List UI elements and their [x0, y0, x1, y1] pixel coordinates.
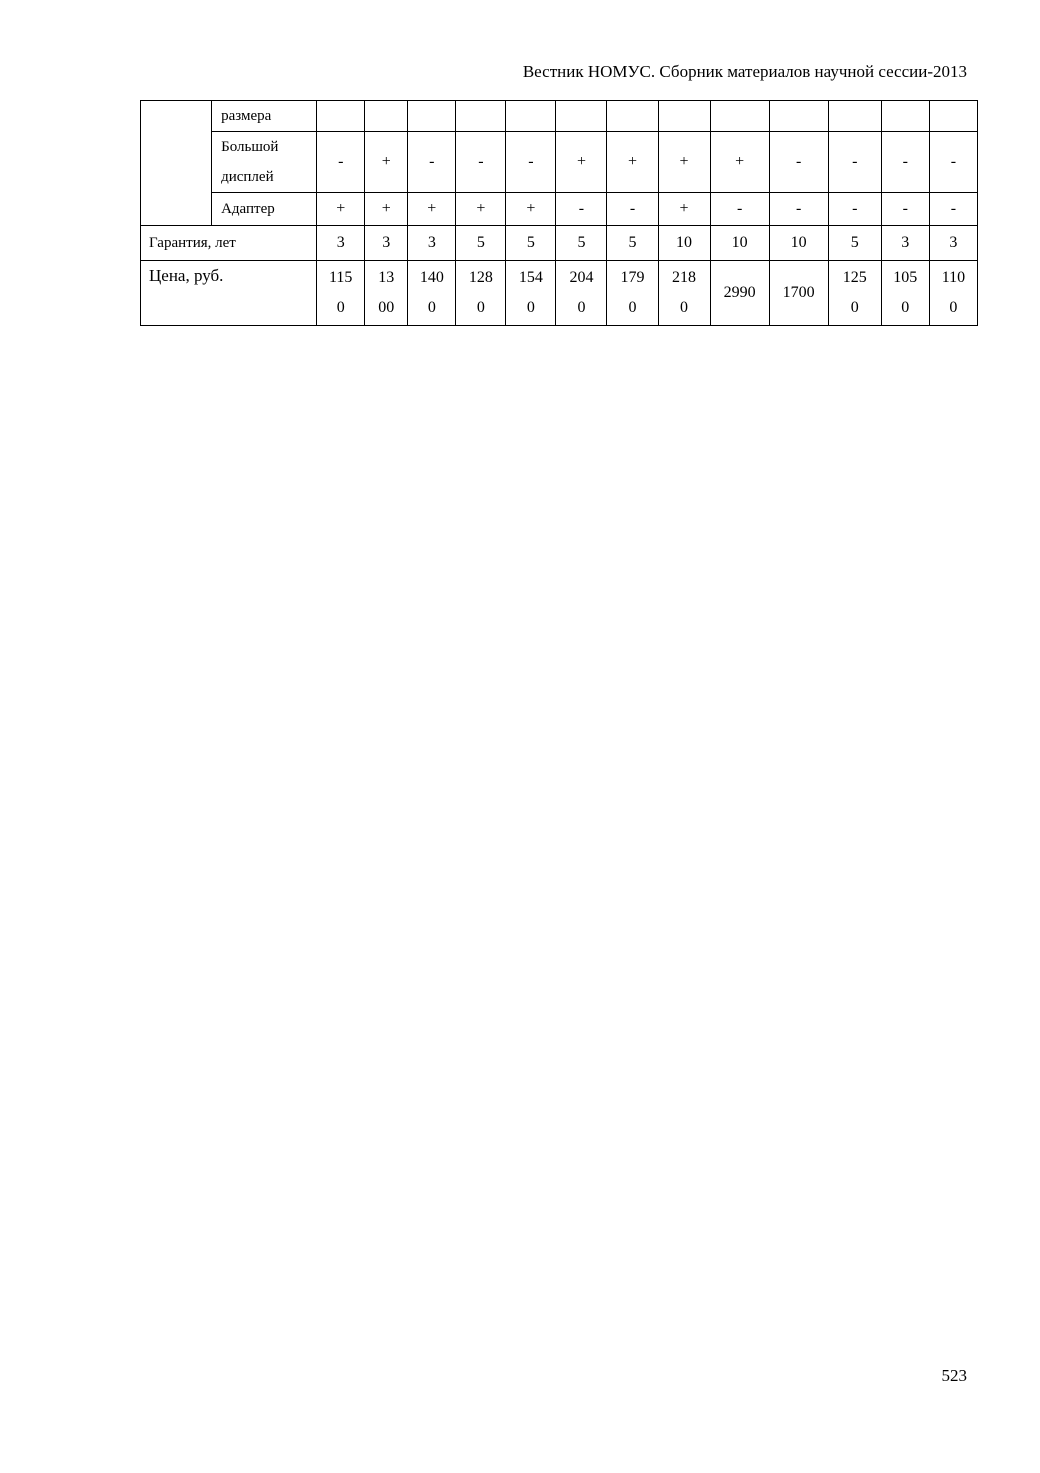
table-cell — [929, 261, 977, 326]
table-cell: + — [607, 132, 658, 193]
table-cell — [317, 261, 365, 326]
table-cell — [658, 101, 710, 132]
table-cell — [556, 261, 607, 326]
table-cell: 5 — [506, 226, 556, 261]
price-value: 154 0 — [518, 269, 543, 316]
table-cell — [929, 101, 977, 132]
table-cell: - — [317, 132, 365, 193]
table-cell: - — [456, 132, 506, 193]
table-cell — [607, 101, 658, 132]
table-cell: - — [929, 132, 977, 193]
comparison-table — [140, 100, 978, 326]
table-cell: + — [365, 132, 408, 193]
table-cell: 10 — [710, 226, 769, 261]
table-cell: + — [408, 193, 456, 226]
table-cell — [317, 101, 365, 132]
table-cell: - — [881, 132, 929, 193]
table-cell — [769, 101, 828, 132]
price-value: 1700 — [782, 284, 815, 301]
table-cell: 5 — [556, 226, 607, 261]
table-cell — [607, 261, 658, 326]
table-cell: - — [506, 132, 556, 193]
table-cell — [828, 101, 881, 132]
price-value: 105 0 — [893, 269, 918, 316]
table-cell — [881, 101, 929, 132]
row-label-price: Цена, руб. — [141, 261, 317, 326]
table-cell: - — [929, 193, 977, 226]
group-cell-empty — [141, 101, 212, 226]
table-cell — [710, 261, 769, 326]
table-cell — [408, 261, 456, 326]
table-cell: 10 — [769, 226, 828, 261]
table-cell — [506, 261, 556, 326]
table-cell: 10 — [658, 226, 710, 261]
table-cell: - — [607, 193, 658, 226]
table-cell: 3 — [365, 226, 408, 261]
table-row-display — [141, 132, 978, 193]
table-cell: - — [828, 193, 881, 226]
table-cell — [556, 101, 607, 132]
table-row-price — [141, 261, 978, 326]
table-cell — [365, 101, 408, 132]
running-header: Вестник НОМУС. Сборник материалов научной сессии-2013 — [522, 62, 967, 81]
page-number: 523 — [941, 1366, 967, 1385]
table-row-adapter — [141, 193, 978, 226]
table-cell: 3 — [881, 226, 929, 261]
price-value: 115 0 — [329, 269, 353, 316]
table-cell: + — [317, 193, 365, 226]
table-cell — [408, 101, 456, 132]
row-label-display — [212, 132, 317, 193]
row-label-warranty: Гарантия, лет — [141, 226, 317, 261]
table-cell: + — [456, 193, 506, 226]
price-value: 128 0 — [468, 269, 493, 316]
table-cell — [658, 261, 710, 326]
table-cell: + — [710, 132, 769, 193]
table-cell: 3 — [317, 226, 365, 261]
table-cell: 5 — [456, 226, 506, 261]
table-cell: - — [408, 132, 456, 193]
table-cell: - — [769, 193, 828, 226]
table-cell: 3 — [408, 226, 456, 261]
table-cell: + — [658, 132, 710, 193]
table-cell: + — [506, 193, 556, 226]
price-value: 179 0 — [620, 269, 645, 316]
table-cell: 5 — [828, 226, 881, 261]
price-value: 2990 — [723, 284, 756, 301]
table-cell: - — [828, 132, 881, 193]
table-cell: + — [556, 132, 607, 193]
table-cell: - — [710, 193, 769, 226]
table-cell — [456, 101, 506, 132]
price-value: 140 0 — [419, 269, 444, 316]
row-label-display-text: Большой дисплей — [221, 139, 279, 185]
table-cell: 5 — [607, 226, 658, 261]
table-cell: - — [556, 193, 607, 226]
table-row-warranty — [141, 226, 978, 261]
price-value: 13 00 — [378, 269, 395, 316]
table-cell: - — [769, 132, 828, 193]
table-cell — [710, 101, 769, 132]
price-value: 110 0 — [941, 269, 966, 316]
row-label-adapter: Адаптер — [212, 193, 317, 226]
price-value: 218 0 — [672, 269, 697, 316]
table-cell — [456, 261, 506, 326]
table-cell: + — [365, 193, 408, 226]
table-cell — [506, 101, 556, 132]
table-cell — [881, 261, 929, 326]
table-cell — [365, 261, 408, 326]
table-cell: + — [658, 193, 710, 226]
price-value: 204 0 — [569, 269, 594, 316]
table-cell: - — [881, 193, 929, 226]
table-row-razmera — [141, 101, 978, 132]
price-value: 125 0 — [842, 269, 867, 316]
row-label-razmera: размера — [212, 101, 317, 132]
table-cell: 3 — [929, 226, 977, 261]
table-cell — [769, 261, 828, 326]
table-cell — [828, 261, 881, 326]
